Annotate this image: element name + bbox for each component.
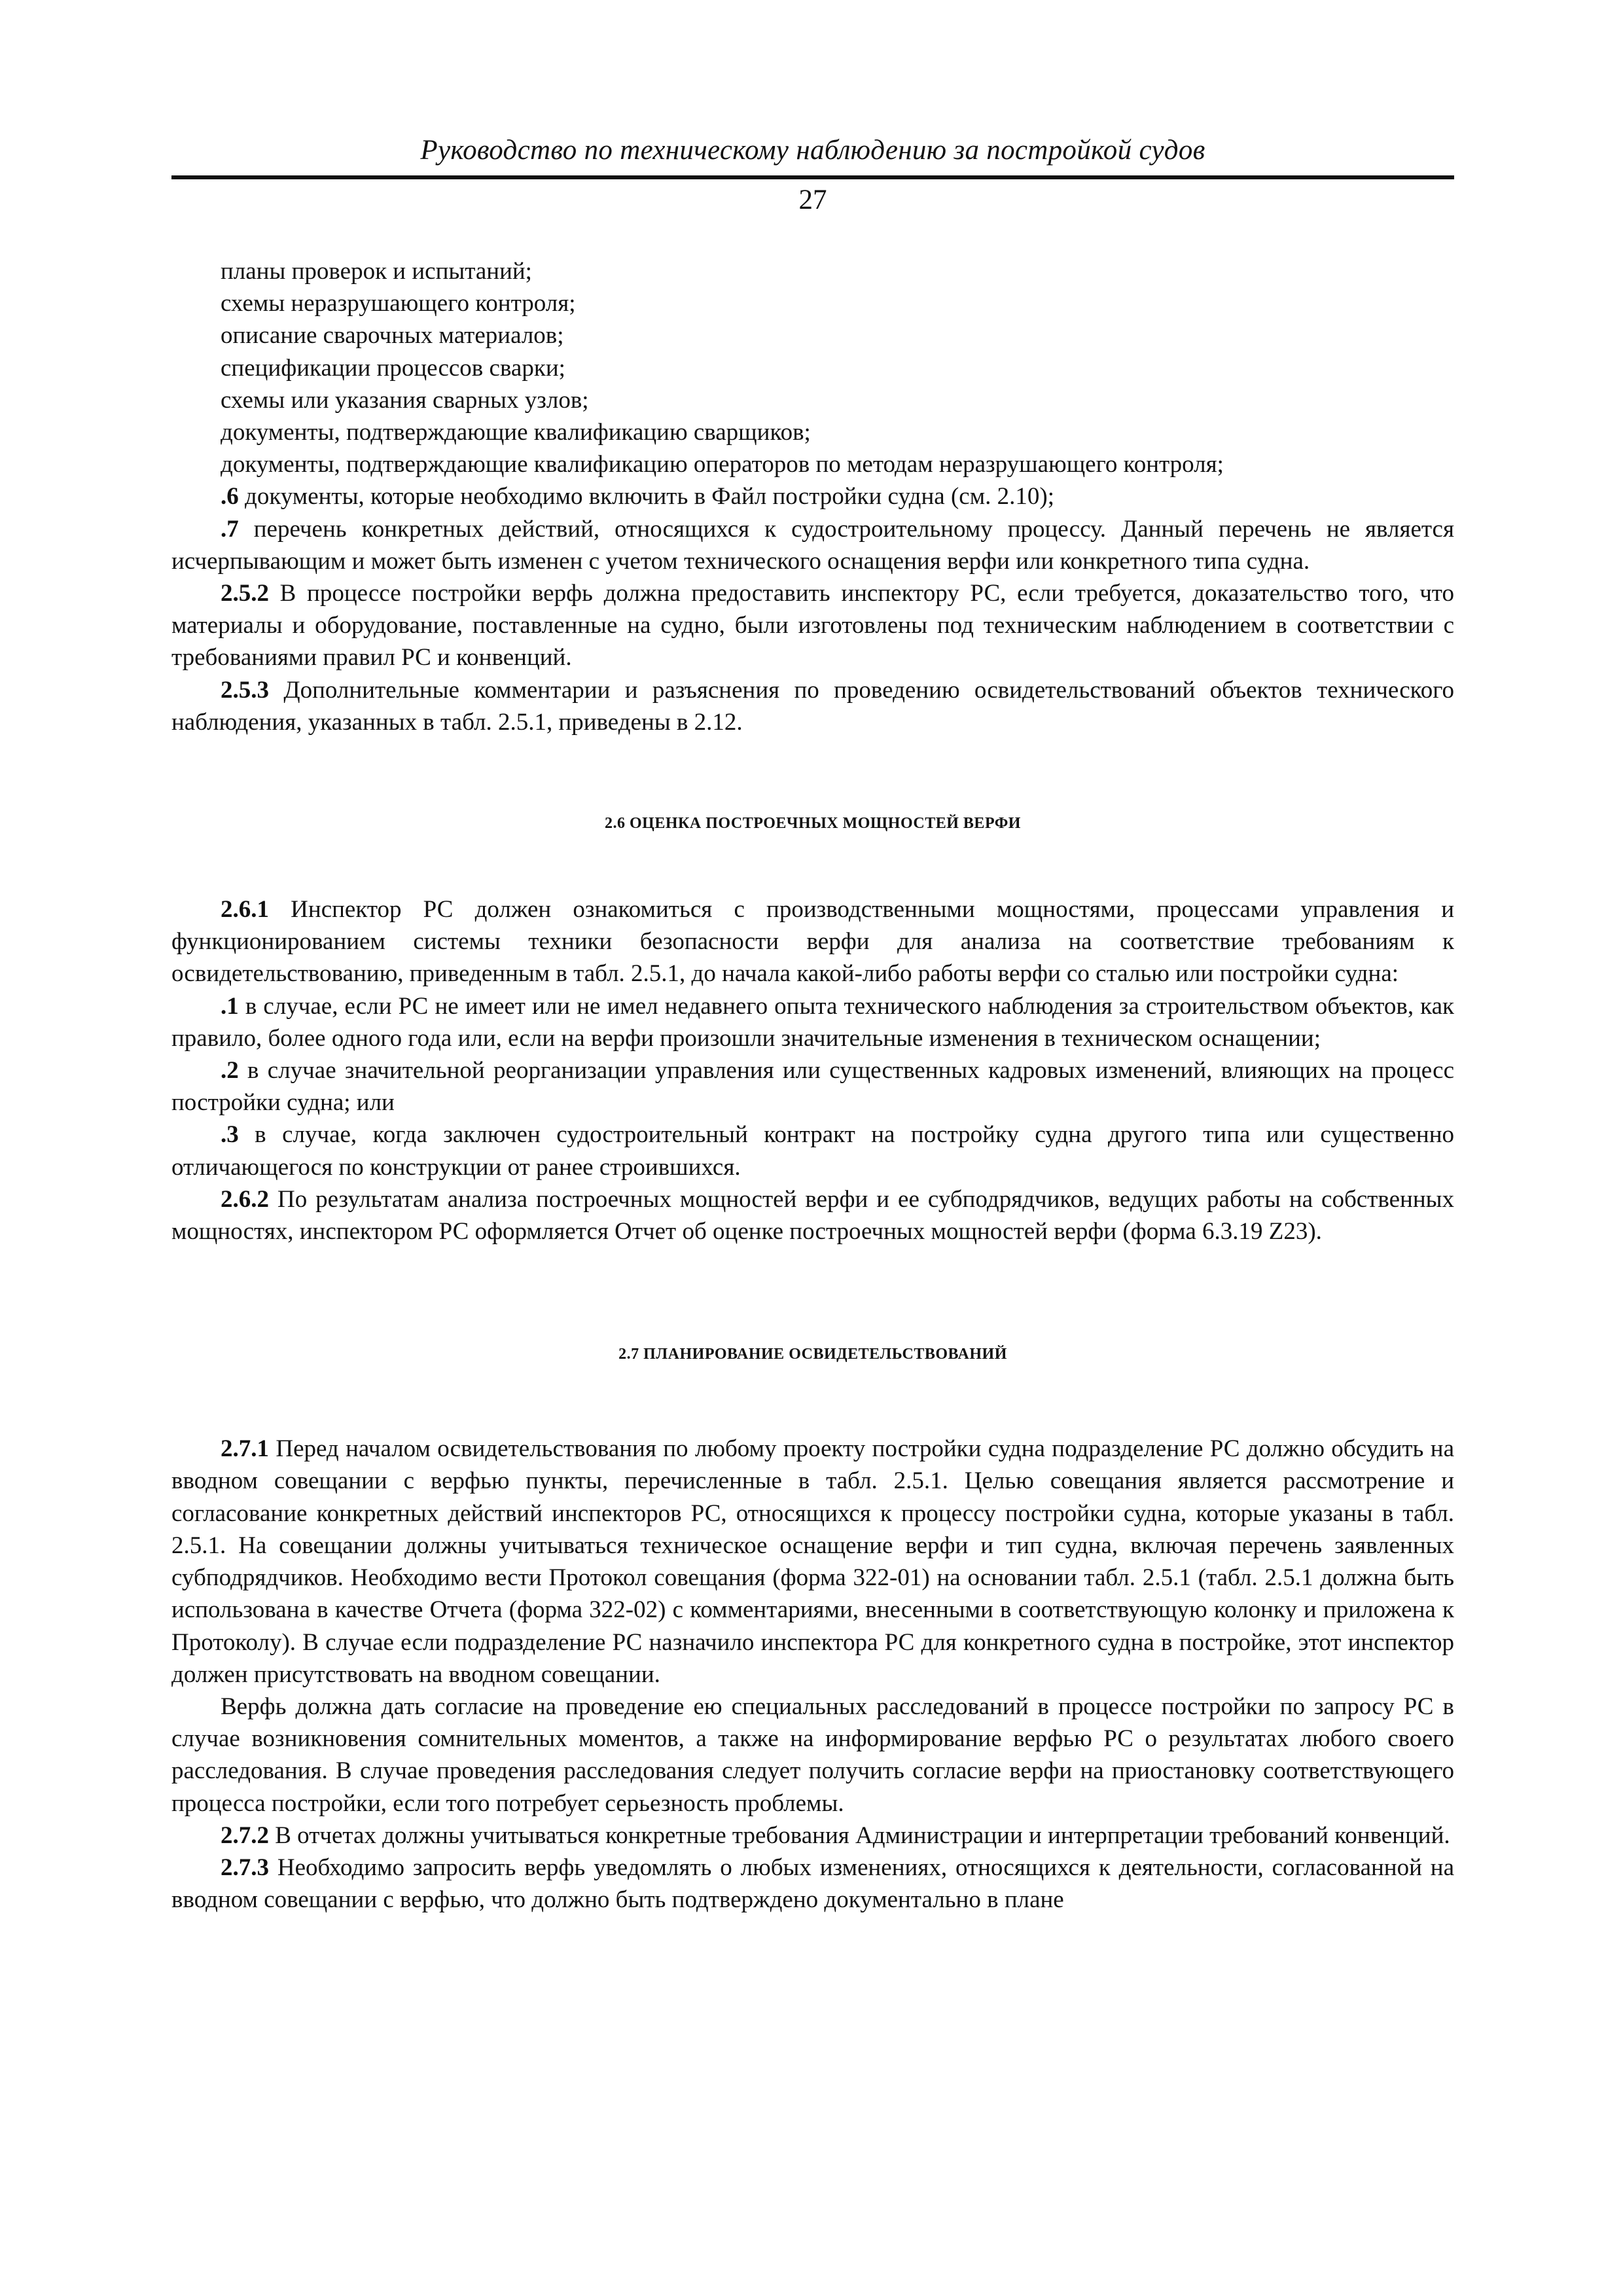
item-2-5-1-6 — [171, 480, 1454, 512]
paragraph-number: 2.7.3 — [221, 1854, 269, 1881]
item-number: .1 — [221, 992, 239, 1020]
item-2-6-1-3 — [171, 1119, 1454, 1183]
spacer — [171, 836, 1454, 893]
item-text: в случае, когда заключен судостроительный контракт на постройку судна другого типа или существенно отличающегося по конструкции от ранее строившихся. — [171, 1121, 1454, 1181]
paragraph-number: 2.7.2 — [221, 1821, 269, 1849]
item-2-6-1-2 — [171, 1054, 1454, 1119]
paragraph-2-6-1 — [171, 893, 1454, 990]
item-number: .7 — [221, 515, 239, 543]
paragraph-text: По результатам анализа построечных мощностей верфи и ее субподрядчиков, ведущих работы на собственных мощностях, инспектором РС оформляется Отчет об оценке построечных мощностей верфи (форма 6.3.19 Z23). — [171, 1185, 1454, 1246]
item-number: .3 — [221, 1121, 239, 1149]
paragraph-text: Перед началом освидетельствования по любому проекту постройки судна подразделение РС должно обсудить на вводном совещании с верфью пункты, перечисленные в табл. 2.5.1. Целью совещания является рассмотрение и согласование конкретных действий инспекторов РС, относящихся к процессу постройки судна, которые указаны в табл. 2.5.1. На совещании должны учитываться техническое оснащение верфи и тип судна, включая перечень заявленных субподрядчиков. Необходимо вести Протокол совещания (форма 322-01) на основании табл. 2.5.1 (табл. 2.5.1 должна быть использована в качестве Отчета (форма 322-02) с комментариями, внесенными в соответствующую колонку и приложена к Протоколу). В случае если подразделение РС назначило инспектора РС для конкретного судна в постройке, этот инспектор должен присутствовать на вводном совещании. — [171, 1435, 1454, 1688]
paragraph-2-7-1-continued: Верфь должна дать согласие на проведение ею специальных расследований в процессе постройки по запросу РС в случае возникновения сомнительных моментов, а также на информирование верфью РС о результатах любого своего расследования. В случае проведения расследования следует получить согласие верфи на приостановку соответствующего процесса постройки, если того потребует серьезность проблемы. — [171, 1693, 1454, 1817]
item-number: .6 — [221, 483, 239, 511]
paragraph-text: Необходимо запросить верфь уведомлять о любых изменениях, относящихся к деятельности, согласованной на вводном совещании с верфью, что должно быть подтверждено документально в плане — [171, 1854, 1454, 1914]
paragraph-text: Инспектор РС должен ознакомиться с производственными мощностями, процессами управления и функционированием системы техники безопасности верфи для анализа на соответствие требованиям к освидетельствованию, приведенным в табл. 2.5.1, до начала какой-либо работы верфи со сталью или постройки судна: — [171, 896, 1454, 988]
header-rule — [171, 175, 1454, 179]
item-number: .2 — [221, 1057, 239, 1085]
paragraph-text: В процессе постройки верфь должна предоставить инспектору РС, если требуется, доказательство того, что материалы и оборудование, поставленные на судно, были изготовлены под техническим наблюдением в соответствии с требованиями правил РС и конвенций. — [171, 580, 1454, 672]
paragraph-text: Дополнительные комментарии и разъяснения по проведению освидетельствований объектов технического наблюдения, указанных в табл. 2.5.1, приведены в 2.12. — [171, 676, 1454, 736]
paragraph-number: 2.6.1 — [221, 896, 269, 924]
spacer — [171, 1367, 1454, 1433]
list-item: описание сварочных материалов; — [221, 322, 564, 350]
list-item: спецификации процессов сварки; — [221, 354, 565, 382]
paragraph-2-6-2 — [171, 1183, 1454, 1247]
paragraph-2-7-1 — [171, 1433, 1454, 1691]
paragraph-text: В отчетах должны учитываться конкретные требования Администрации и интерпретации требований конвенций. — [269, 1821, 1450, 1849]
paragraph-number: 2.7.1 — [221, 1435, 269, 1463]
list-item: документы, подтверждающие квалификацию сварщиков; — [221, 419, 811, 446]
list-item: схемы неразрушающего контроля; — [221, 290, 576, 317]
list-item: планы проверок и испытаний; — [221, 258, 532, 285]
paragraph-2-7-3 — [171, 1852, 1454, 1916]
item-2-5-1-7 — [171, 513, 1454, 577]
item-2-6-1-1 — [171, 990, 1454, 1054]
section-title-2-7: 2.7 ПЛАНИРОВАНИЕ ОСВИДЕТЕЛЬСТВОВАНИЙ — [618, 1346, 1007, 1363]
page-number: 27 — [798, 185, 827, 215]
paragraph-number: 2.5.2 — [221, 580, 269, 607]
paragraph-2-5-3 — [171, 674, 1454, 738]
section-title-2-6: 2.6 ОЦЕНКА ПОСТРОЕЧНЫХ МОЩНОСТЕЙ ВЕРФИ — [605, 815, 1021, 833]
document-body — [171, 255, 1454, 1916]
paragraph-2-7-2 — [171, 1820, 1454, 1852]
paragraph-2-5-2 — [171, 577, 1454, 674]
item-text: в случае, если РС не имеет или не имел недавнего опыта технического наблюдения за строительством объектов, как правило, более одного года или, если на верфи произошли значительные изменения в техническом оснащении; — [171, 992, 1454, 1052]
running-header: Руководство по техническому наблюдению за постройкой судов — [420, 135, 1205, 166]
list-item: схемы или указания сварных узлов; — [221, 386, 589, 414]
paragraph-number: 2.6.2 — [221, 1185, 269, 1213]
item-text: в случае значительной реорганизации управления или существенных кадровых изменений, влияющих на процесс постройки судна; или — [171, 1057, 1454, 1117]
spacer — [171, 1247, 1454, 1341]
list-item: документы, подтверждающие квалификацию операторов по методам неразрушающего контроля; — [221, 451, 1224, 478]
paragraph-number: 2.5.3 — [221, 676, 269, 704]
item-text: перечень конкретных действий, относящихся к судостроительному процессу. Данный перечень не является исчерпывающим и может быть изменен с учетом технического оснащения верфи или конкретного типа судна. — [171, 515, 1454, 575]
item-text: документы, которые необходимо включить в Файл постройки судна (см. 2.10); — [238, 483, 1054, 511]
spacer — [171, 738, 1454, 810]
